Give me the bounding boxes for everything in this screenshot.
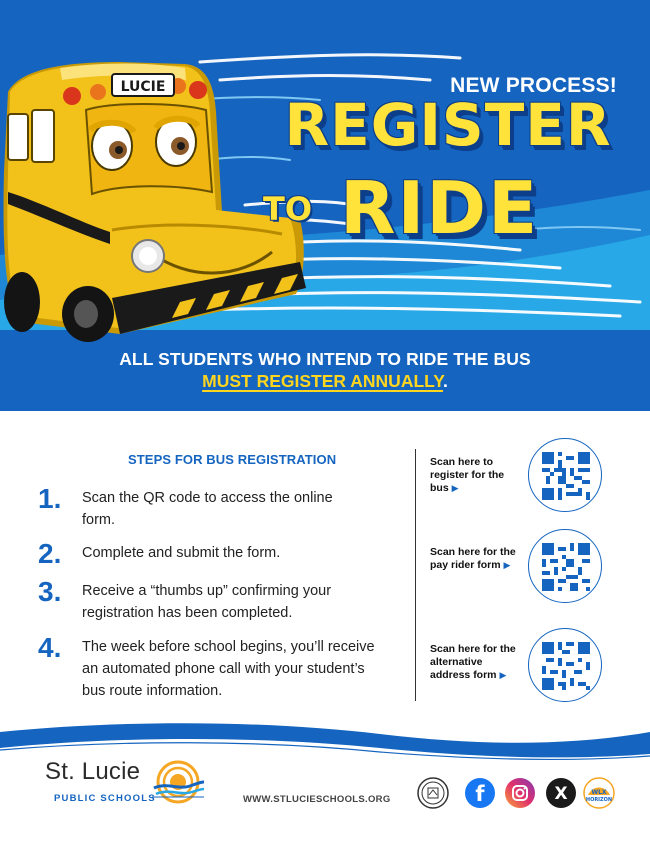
must-register-highlight: MUST REGISTER ANNUALLY <box>202 371 443 391</box>
steps-heading: STEPS FOR BUS REGISTRATION <box>128 452 337 467</box>
new-process-kicker: NEW PROCESS! <box>450 74 617 97</box>
logo-st-lucie: St. Lucie <box>45 758 141 785</box>
qr-label-text: Scan here to register for the bus <box>430 456 505 494</box>
step-item-1 <box>38 485 398 533</box>
qr-code-pay-rider[interactable] <box>528 529 602 603</box>
hero-banner <box>0 0 650 411</box>
step-item-3 <box>38 578 398 626</box>
horizon-top-text: WLX <box>591 789 607 796</box>
district-seal-icon[interactable] <box>417 777 449 809</box>
wlx-horizon-icon[interactable] <box>583 777 615 809</box>
facebook-letter: f <box>475 782 485 806</box>
qr-code-icon <box>542 452 590 500</box>
qr-code-register[interactable] <box>528 438 602 512</box>
play-arrow-icon: ▶ <box>451 483 459 493</box>
horizon-bottom-text: HORIZON <box>585 797 613 803</box>
step-item-2 <box>38 540 398 570</box>
logo-public-schools: PUBLIC SCHOOLS <box>54 793 156 804</box>
step-text: Scan the QR code to access the online form. <box>82 490 333 528</box>
qr-code-alternative-address[interactable] <box>528 628 602 702</box>
qr-code-icon <box>542 543 590 591</box>
x-icon[interactable] <box>545 777 577 809</box>
hero-subheading-line1: ALL STUDENTS WHO INTEND TO RIDE THE BUS <box>119 349 531 369</box>
step-number: 4. <box>38 632 62 663</box>
qr-label-alternative-address <box>430 643 522 682</box>
title-register: REGISTER <box>284 91 612 159</box>
vertical-divider <box>415 449 416 701</box>
qr-label-text: Scan here for the alternative address form <box>430 643 516 681</box>
step-item-4 <box>38 634 398 704</box>
instagram-icon[interactable] <box>504 777 536 809</box>
play-arrow-icon: ▶ <box>499 670 507 680</box>
play-arrow-icon: ▶ <box>503 560 511 570</box>
hero-period: . <box>442 371 448 391</box>
step-text: The week before school begins, you’ll receive an automated phone call with your student’s bus route information. <box>82 639 375 699</box>
step-text: Receive a “thumbs up” confirming your registration has been completed. <box>82 583 332 621</box>
qr-label-text: Scan here for the pay rider form <box>430 546 516 571</box>
step-number: 1. <box>38 483 62 514</box>
sun-wave-logo-icon <box>152 760 204 810</box>
facebook-icon[interactable] <box>464 777 496 809</box>
qr-label-pay-rider <box>430 546 522 572</box>
title-to: TO <box>263 190 313 228</box>
step-number: 2. <box>38 538 62 569</box>
qr-code-icon <box>542 642 590 690</box>
x-letter: X <box>554 784 568 804</box>
step-text: Complete and submit the form. <box>82 545 281 561</box>
website-url[interactable]: WWW.STLUCIESCHOOLS.ORG <box>243 794 391 805</box>
bus-plate-text: LUCIE <box>120 79 166 95</box>
hero-subheading-line2 <box>0 371 650 392</box>
step-number: 3. <box>38 576 62 607</box>
qr-label-register <box>430 456 522 495</box>
title-ride: RIDE <box>340 166 540 250</box>
